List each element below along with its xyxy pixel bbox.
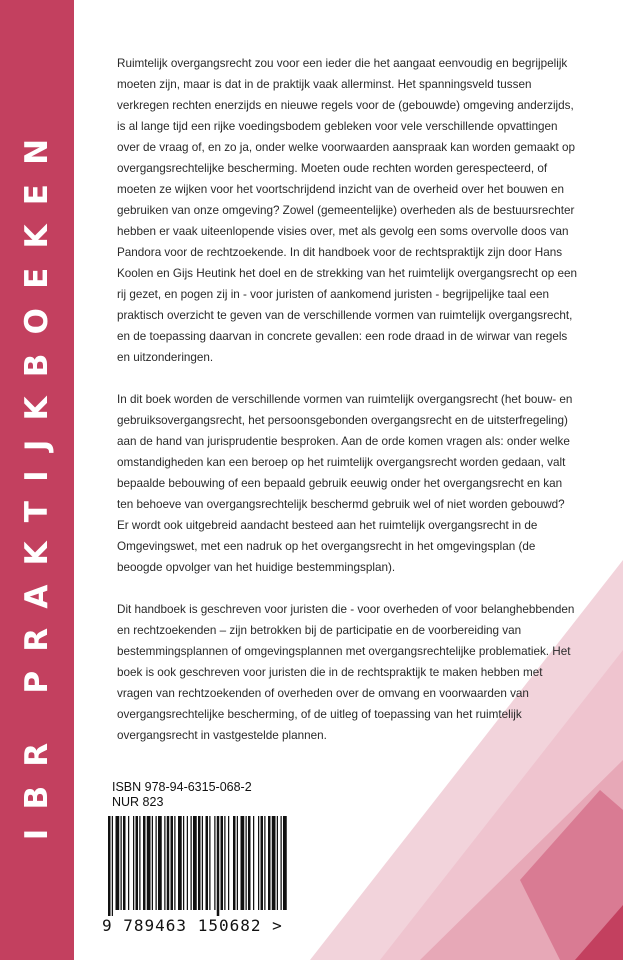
barcode-bar bbox=[237, 816, 238, 910]
barcode-bar bbox=[128, 816, 129, 910]
isbn-line: ISBN 978-94-6315-068-2 bbox=[112, 780, 252, 794]
barcode-bar bbox=[248, 816, 251, 910]
barcode-bar bbox=[202, 816, 203, 910]
barcode-bar bbox=[214, 816, 215, 910]
nur-line: NUR 823 bbox=[112, 795, 164, 809]
barcode-bar bbox=[108, 816, 111, 916]
barcode-bar bbox=[268, 816, 271, 910]
barcode-bar bbox=[123, 816, 126, 910]
barcode-bar bbox=[281, 816, 282, 910]
barcode-bar bbox=[136, 816, 139, 910]
barcode-bar bbox=[183, 816, 184, 910]
barcode-bar bbox=[246, 816, 247, 910]
barcode-bar bbox=[164, 816, 165, 910]
barcode-bar bbox=[283, 816, 287, 910]
barcode-bar bbox=[116, 816, 120, 910]
paragraph-1: Ruimtelijk overgangsrecht zou voor een ieder die het aangaat eenvoudig en begrijpelijk moeten zijn, maar is dat in de praktijk vaak allerminst. Het spanningsveld tussen verkregen rechten enerzijds en nieuwe regels voor de (gebouwde) omgeving anderzijds, is al lange tijd een rijke voedingsbodem gebleken voor vele verschillende opvattingen over de vraag of, en zo ja, onder welke voorwaarden aanspraak kan worden gemaakt op overgangsrechtelijke bescherming. Moeten oude rechten worden gerespecteerd, of moeten ze wijken voor het voortschrijdend inzicht van de overheid over het bouwen en gebruiken van onze omgeving? Zowel (gemeentelijke) overheden als de bestuursrechter hebben er vaak uiteenlopende visies over, met als gevolg een soms overvolle doos van Pandora voor de rechtzoekende. In dit handboek voor de rechtspraktijk zijn door Hans Koolen en Gijs Heutink het doel en de strekking van het ruimtelijk overgangsrecht op een rij gezet, en pogen zij in - voor juristen of aankomend juristen - begrijpelijke taal een praktisch overzicht te geven van de verschillende vormen van ruimtelijk overgangsrecht, en de toepassing daarvan in concrete gevallen: een rode draad in de wirwar van regels en uitzonderingen. bbox=[117, 57, 577, 364]
barcode bbox=[102, 816, 292, 921]
series-title: IBR PRAKTIJKBOEKEN bbox=[19, 119, 55, 841]
barcode-bar bbox=[209, 816, 210, 910]
barcode-bar bbox=[228, 816, 229, 910]
barcode-bar bbox=[167, 816, 170, 910]
barcode-bar bbox=[217, 816, 220, 916]
barcode-bar bbox=[191, 816, 192, 910]
barcode-bar bbox=[158, 816, 162, 910]
barcode-bar bbox=[224, 816, 225, 910]
barcode-bar bbox=[112, 816, 113, 916]
barcode-bar bbox=[121, 816, 122, 910]
barcode-bar bbox=[156, 816, 157, 910]
paragraph-3: Dit handboek is geschreven voor juristen die - voor overheden of voor belanghebbenden en rechtzoekenden – zijn betrokken bij de participatie en de voorbereiding van bestemmingsplannen of omgevingsplannen met overgangsrechtelijke problematiek. Het boek is ook geschreven voor juristen die in de rechtspraktijk te maken hebben met vragen van rechtzoekenden of overheden over de omvang en voorwaarden van overgangsrechtelijke bescherming, of de uitleg of toepassing van het ruimtelijk overgangsrecht in vastgestelde plannen. bbox=[117, 603, 575, 742]
barcode-bar bbox=[241, 816, 245, 910]
barcode-bar bbox=[277, 816, 278, 910]
barcode-bar bbox=[221, 816, 224, 910]
barcode-bar bbox=[143, 816, 146, 910]
barcode-bar bbox=[233, 816, 236, 910]
barcode-bar bbox=[206, 816, 209, 910]
barcode-bar bbox=[258, 816, 259, 910]
barcode-bar bbox=[178, 816, 182, 910]
barcode-bar bbox=[174, 816, 175, 910]
barcode-bar bbox=[193, 816, 197, 910]
barcode-bar bbox=[187, 816, 188, 910]
barcode-bar bbox=[272, 816, 276, 910]
barcode-bar bbox=[152, 816, 153, 910]
barcode-bar bbox=[171, 816, 174, 910]
barcode-bar bbox=[133, 816, 134, 910]
isbn-block bbox=[112, 780, 252, 810]
barcode-bar bbox=[264, 816, 265, 910]
barcode-bar bbox=[261, 816, 264, 910]
barcode-bar bbox=[198, 816, 201, 910]
back-cover-text bbox=[117, 53, 577, 767]
barcode-digits: 9 789463 150682 > bbox=[102, 916, 283, 935]
barcode-bar bbox=[147, 816, 151, 910]
barcode-bar bbox=[253, 816, 254, 910]
barcode-bar bbox=[139, 816, 140, 910]
paragraph-2: In dit boek worden de verschillende vormen van ruimtelijk overgangsrecht (het bouw- en gebruiksovergangsrecht, het persoonsgebonden overgangsrecht en de uitsterfregeling) aan de hand van jurisprudentie besproken. Aan de orde komen vragen als: onder welke omstandigheden kan een beroep op het ruimtelijk overgangsrecht worden gedaan, valt bepaalde bebouwing of een bepaald gebruik eeuwig onder het overgangsrecht en kan ten behoeve van overgangsrechtelijk beschermd gebruik wel of niet worden gebouwd? Er wordt ook uitgebreid aandacht besteed aan het ruimtelijk overgangsrecht in de Omgevingswet, met een nadruk op het overgangsrecht in het omgevingsplan (de beoogde opvolger van het huidige bestemmingsplan). bbox=[117, 393, 573, 574]
